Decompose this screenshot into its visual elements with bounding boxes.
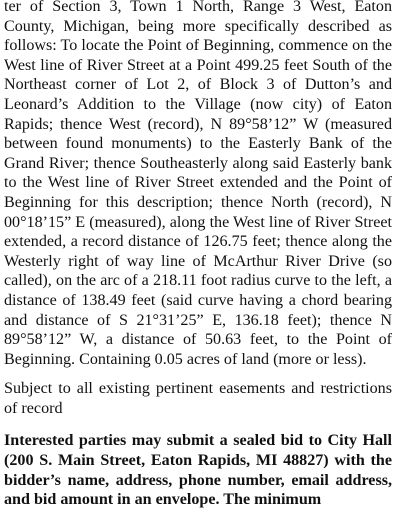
bid-instructions-paragraph: Interested parties may submit a sealed bid to City Hall (200 S. Main Street, Eaton Rapids, MI 48827) with the bidder’s name, address, phone number, email address, and bid amount in an envelope. The minimum xyxy=(4,432,392,509)
document-page xyxy=(4,0,392,510)
legal-description-paragraph: ter of Section 3, Town 1 North, Range 3 West, Eaton County, Michigan, being more specifically described as follows: To locate the Point of Beginning, commence on the West line of River Street at a Point 499.25 feet South of the Northeast corner of Lot 2, of Block 3 of Dutton’s and Leonard’s Addition to the Village (now city) of Eaton Rapids; thence West (record), N 89°58’12” W (measured between found monuments) to the Easterly Bank of the Grand River; thence Southeasterly along said Easterly bank to the West line of River Street extended and the Point of Beginning for this description; thence North (record), N 00°18’15” E (measured), along the West line of River Street extended, a record distance of 126.75 feet; thence along the Westerly right of way line of McArthur River Drive (so called), on the arc of a 218.11 foot radius curve to the left, a distance of 138.49 feet (said curve having a chord bearing and distance of S 21°31’25” E, 136.18 feet); thence N 89°58’12” W, a distance of 50.63 feet, to the Point of Beginning. Containing 0.05 acres of land (more or less). xyxy=(4,0,392,368)
easements-paragraph: Subject to all existing pertinent easements and restrictions of record xyxy=(4,380,392,417)
